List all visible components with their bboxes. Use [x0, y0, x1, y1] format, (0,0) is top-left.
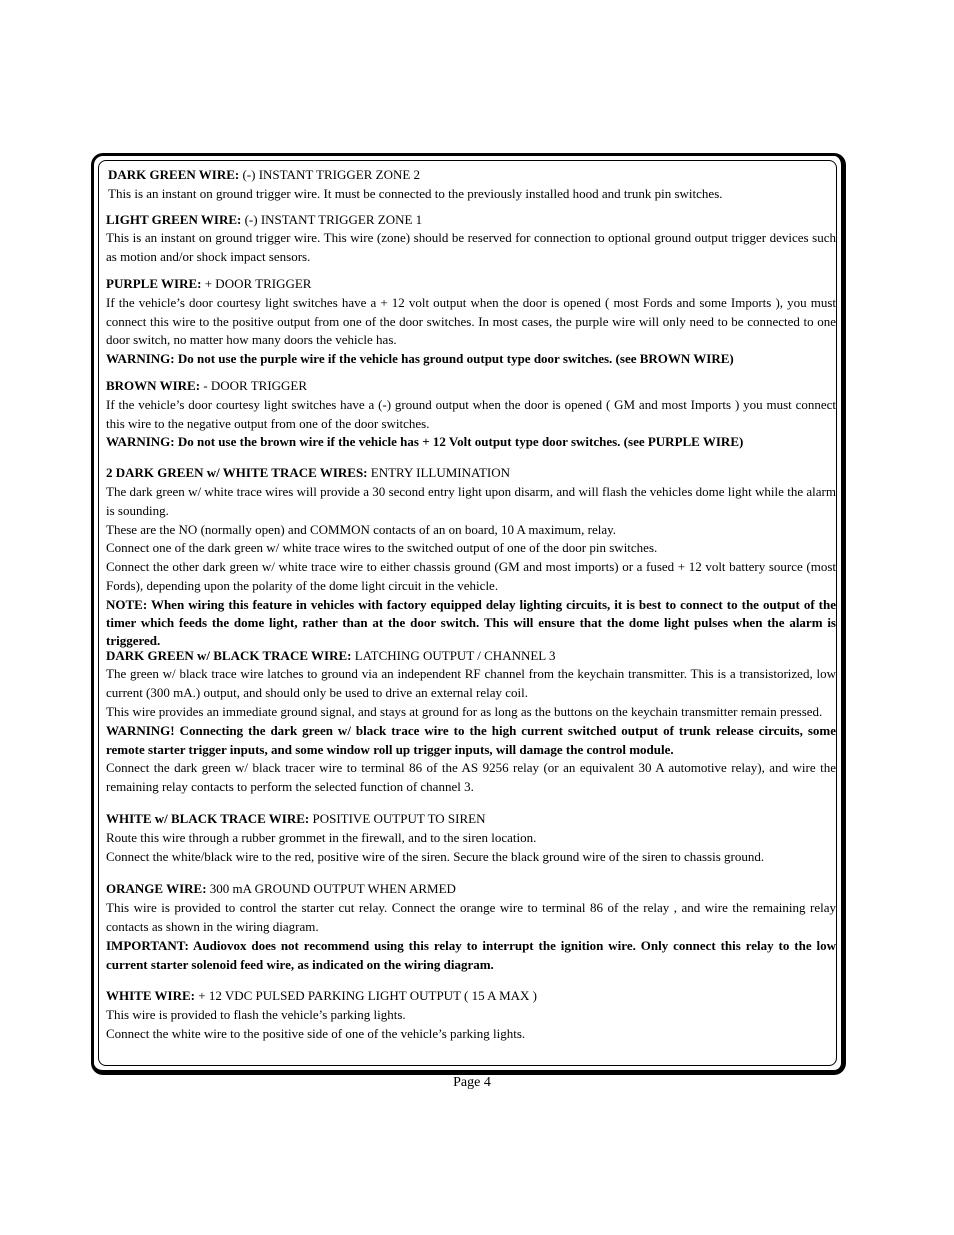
section-light-green-wire: [106, 211, 836, 267]
section-heading: [106, 211, 836, 230]
section-white-wire: [106, 987, 836, 1043]
paragraph: Route this wire through a rubber grommet in the firewall, and to the siren location.: [106, 829, 537, 845]
wire-label: 2 DARK GREEN w/ WHITE TRACE WIRES:: [106, 465, 368, 481]
section-heading: [106, 810, 836, 829]
wire-function: (-) INSTANT TRIGGER ZONE 1: [241, 211, 423, 227]
paragraph: The green w/ black trace wire latches to ground via an independent RF channel from the keychain transmitter. This is a transistorized, low current (300 mA.) output, and should only be used to drive an external relay coil.: [106, 666, 836, 701]
paragraph: If the vehicle’s door courtesy light switches have a (-) ground output when the door is opened ( GM and most Imports ) you must connect this wire to the negative output from one of the door switches.: [106, 396, 836, 431]
wire-function: POSITIVE OUTPUT TO SIREN: [309, 811, 486, 826]
wire-function: ENTRY ILLUMINATION: [367, 465, 510, 481]
wire-function: (-) INSTANT TRIGGER ZONE 2: [239, 167, 421, 182]
warning-text: WARNING! Connecting the dark green w/ black trace wire to the high current switched output of trunk release circuits, some remote starter trigger inputs, and some window roll up trigger inputs, will damage the control module.: [106, 722, 836, 757]
paragraph: If the vehicle’s door courtesy light switches have a + 12 volt output when the door is opened ( most Fords and some Imports ), you must connect this wire to the positive output from one of the door switches. In most cases, the purple wire will only need to be connected to one door switch, no matter how many doors the vehicle has.: [106, 294, 836, 348]
important-text: IMPORTANT: Audiovox does not recommend using this relay to interrupt the ignition wire. Only connect this relay to the low current starter solenoid feed wire, as indicated on the wiring diagram.: [106, 937, 836, 972]
wire-function: + 12 VDC PULSED PARKING LIGHT OUTPUT ( 15 A MAX ): [194, 988, 537, 1004]
wire-label: DARK GREEN WIRE:: [108, 167, 240, 182]
wire-label: BROWN WIRE:: [106, 377, 201, 393]
paragraph: Connect the white wire to the positive side of one of the vehicle’s parking lights.: [106, 1025, 526, 1041]
wire-label: DARK GREEN w/ BLACK TRACE WIRE:: [106, 647, 352, 663]
section-brown-wire: [106, 377, 836, 452]
paragraph: Connect the dark green w/ black tracer wire to terminal 86 of the AS 9256 relay (or an equivalent 30 A automotive relay), and wire the remaining relay contacts to perform the selected function of channel 3.: [106, 760, 836, 795]
section-heading: [106, 464, 836, 483]
wire-label: WHITE w/ BLACK TRACE WIRE:: [106, 811, 310, 826]
section-heading: [108, 166, 836, 185]
wire-function: + DOOR TRIGGER: [201, 275, 312, 291]
section-white-black-trace-wire: [106, 810, 836, 866]
section-dark-green-white-trace-wires: [106, 464, 836, 650]
note-text: NOTE: When wiring this feature in vehicles with factory equipped delay lighting circuits, it is best to connect to the output of the timer which feeds the dome light, rather than at the door switch. This will ensure that the dome light pulses when the alarm is triggered.: [106, 596, 836, 649]
section-heading: [106, 880, 836, 899]
wire-descriptions: [106, 166, 836, 1044]
paragraph: Connect the white/black wire to the red, positive wire of the siren. Secure the black ground wire of the siren to chassis ground.: [106, 848, 765, 864]
page-number: Page 4: [453, 1075, 491, 1090]
wire-label: WHITE WIRE:: [106, 988, 195, 1004]
wire-label: LIGHT GREEN WIRE:: [106, 211, 242, 227]
paragraph: This is an instant on ground trigger wire. It must be connected to the previously installed hood and trunk pin switches.: [108, 185, 723, 201]
section-heading: [106, 987, 836, 1006]
section-heading: [106, 377, 836, 396]
wire-function: 300 mA GROUND OUTPUT WHEN ARMED: [206, 881, 456, 897]
paragraph: This wire provides an immediate ground signal, and stays at ground for as long as the buttons on the keychain transmitter remain pressed.: [106, 704, 823, 720]
section-purple-wire: [106, 275, 836, 369]
paragraph: This is an instant on ground trigger wire. This wire (zone) should be reserved for connection to optional ground output trigger devices such as motion and/or shock impact sensors.: [106, 230, 836, 265]
paragraph: The dark green w/ white trace wires will provide a 30 second entry light upon disarm, and will flash the vehicles dome light while the alarm is sounding.: [106, 483, 836, 518]
paragraph: Connect one of the dark green w/ white trace wires to the switched output of one of the door pin switches.: [106, 540, 658, 556]
paragraph: Connect the other dark green w/ white trace wire to either chassis ground (GM and most imports) or a fused + 12 volt battery source (most Fords), depending upon the polarity of the dome light circuit in the vehicle.: [106, 559, 836, 593]
section-dark-green-wire: [108, 166, 836, 204]
section-heading: [106, 275, 836, 294]
wire-function: - DOOR TRIGGER: [200, 377, 308, 393]
wire-label: ORANGE WIRE:: [106, 881, 207, 897]
wire-function: LATCHING OUTPUT / CHANNEL 3: [351, 647, 556, 663]
warning-text: WARNING: Do not use the brown wire if the vehicle has + 12 Volt output type door switches. (see PURPLE WIRE): [106, 434, 744, 450]
paragraph: These are the NO (normally open) and COMMON contacts of an on board, 10 A maximum, relay.: [106, 521, 617, 537]
paragraph: This wire is provided to control the starter cut relay. Connect the orange wire to terminal 86 of the relay , and wire the remaining relay contacts as shown in the wiring diagram.: [106, 900, 836, 934]
warning-text: WARNING: Do not use the purple wire if the vehicle has ground output type door switches. (see BROWN WIRE): [106, 351, 734, 367]
wire-label: PURPLE WIRE:: [106, 275, 202, 291]
section-heading: [106, 647, 836, 666]
paragraph: This wire is provided to flash the vehicle’s parking lights.: [106, 1007, 406, 1023]
section-dark-green-black-trace-wire: [106, 647, 836, 797]
section-orange-wire: [106, 880, 836, 974]
